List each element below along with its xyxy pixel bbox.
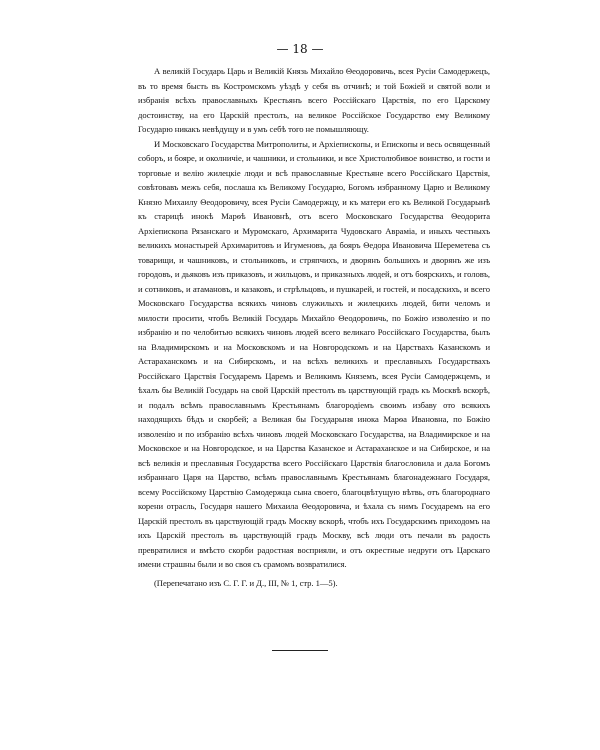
closing-rule (272, 650, 328, 651)
paragraph-2: И Московскаго Государства Митрополиты, и Архiепископы, и Епископы и весь освященный соборъ, и бояре, и околничiе, и чашники, и стольники, и все Христолюбивое воинство, и гости и торговые и велiю жилецкiе люди и всѣ православные Крестьяне всего Россiйскаго Царствiя, совѣтовавъ межъ себя, послаша къ Великому Государю, Богомъ избранному Царю и Великому Князю Михаилу Θеодоровичу, всея Русiи Самодержцу, и къ матери его къ Великой Государынѣ къ старицѣ инокѣ Марѳѣ Ивановнѣ, отъ всего Московскаго Государства Θеодорита Архiепископа Рязанскаго и Муромскаго, Архимарита Чудовскаго Авраміа, и иныхъ честныхъ великихъ монастырей Архимаритовъ и Игуменовъ, да бояръ Θедора Ивановича Шереметева съ товарищи, и чашниковъ, и стольниковъ, и стряпчихъ, и дворянъ большихъ и дворянъ же изъ городовъ, и дьяковъ изъ приказовъ, и жильцовъ, и приказныхъ людей, и отъ боярскихъ, и головъ, и сотниковъ, и атамановъ, и казаковъ, и стрѣльцовъ, и пушкарей, и гостей, и посадскихъ, и всего Московскаго Государства всякихъ чиновъ служилыхъ и жилецкихъ людей, бити челомъ и милости просити, чтобъ Великiй Государь Михайло Θеодоровичь, по Божiю изволенiю и по избранiю и по челобитью всякихъ чиновъ людей всего великаго Россiйскаго Государства, былъ на Владимирскомъ и на Московскомъ и на Новгородскомъ и на Царствахъ Казанскомъ и Астараханскомъ и на Сибирскомъ, и на всѣхъ великихъ и преславныхъ Государствахъ Россiйскаго Царствiя Государемъ Царемъ и Великимъ Княземъ, всея Русiи Самодержцемъ, и ѣхалъ бы Великiй Государь на свой Царскiй престолъ въ царствующiй градъ къ Москвѣ вскорѣ, и подалъ всѣмъ православнымъ Крестьянамъ благородiемъ своимъ избаву ото всякихъ находящихъ бѣдъ и скорбей; а Великая бы Государыня инока Марѳа Ивановна, по Божiю изволенiю и по избранiю всѣхъ чиновъ людей Московскаго Государства, на Владимирское и на Московское и на Новгородское, и на Царства Казанское и Астараханское и на Сибирское, и на всѣ великiя и преславныя Государства всего Россiйскаго Царствiя благословила и дала Богомъ избраннаго Царя на Царство, всѣмъ православнымъ Крестьянамъ благонадежнаго Государя, всему Россiйскому Царствiю Самодержца сына своего, благоцвѣтущую вѣтвь, отъ благороднаго корени отрасль, Государя нашего Михаила Θеодоровича, и ѣхала съ нимъ Государемъ на его Царскiй престолъ въ царствующiй градъ Москву вскорѣ, чтобъ ихъ Государскимъ приходомъ на ихъ Царскiй престолъ въ царствующiй градъ Москву, всѣ люди отъ печали въ радость превратилися и вмѣсто скорби радостная восприяли, и отъ окрестные недруги отъ Царскаго имени страшны были и во своя съ срамомъ возвратилися. (138, 138, 490, 569)
paragraph-1: А великiй Государь Царь и Великiй Князь Михайло Θеодоровичь, всея Русiи Самодержецъ, въ то время бысть въ Костромскомъ уѣздѣ у себя въ отчинѣ; и той Божiей и святой воли и избранiя всѣхъ православныхъ Крестьянъ всего Россiйскаго Царствiя, по его Царскому достоинству, на его Царскiй престолъ, на великое Россiйское Государство ему Великому Государю никакъ невѣдущу и в умъ себѣ того не помышляющу. (138, 66, 490, 134)
page-number: — 18 — (276, 42, 324, 56)
body-text (138, 64, 490, 590)
source-note: (Перепечатано изъ С. Г. Г. и Д., III, № 1, стр. 1—5). (154, 577, 338, 588)
